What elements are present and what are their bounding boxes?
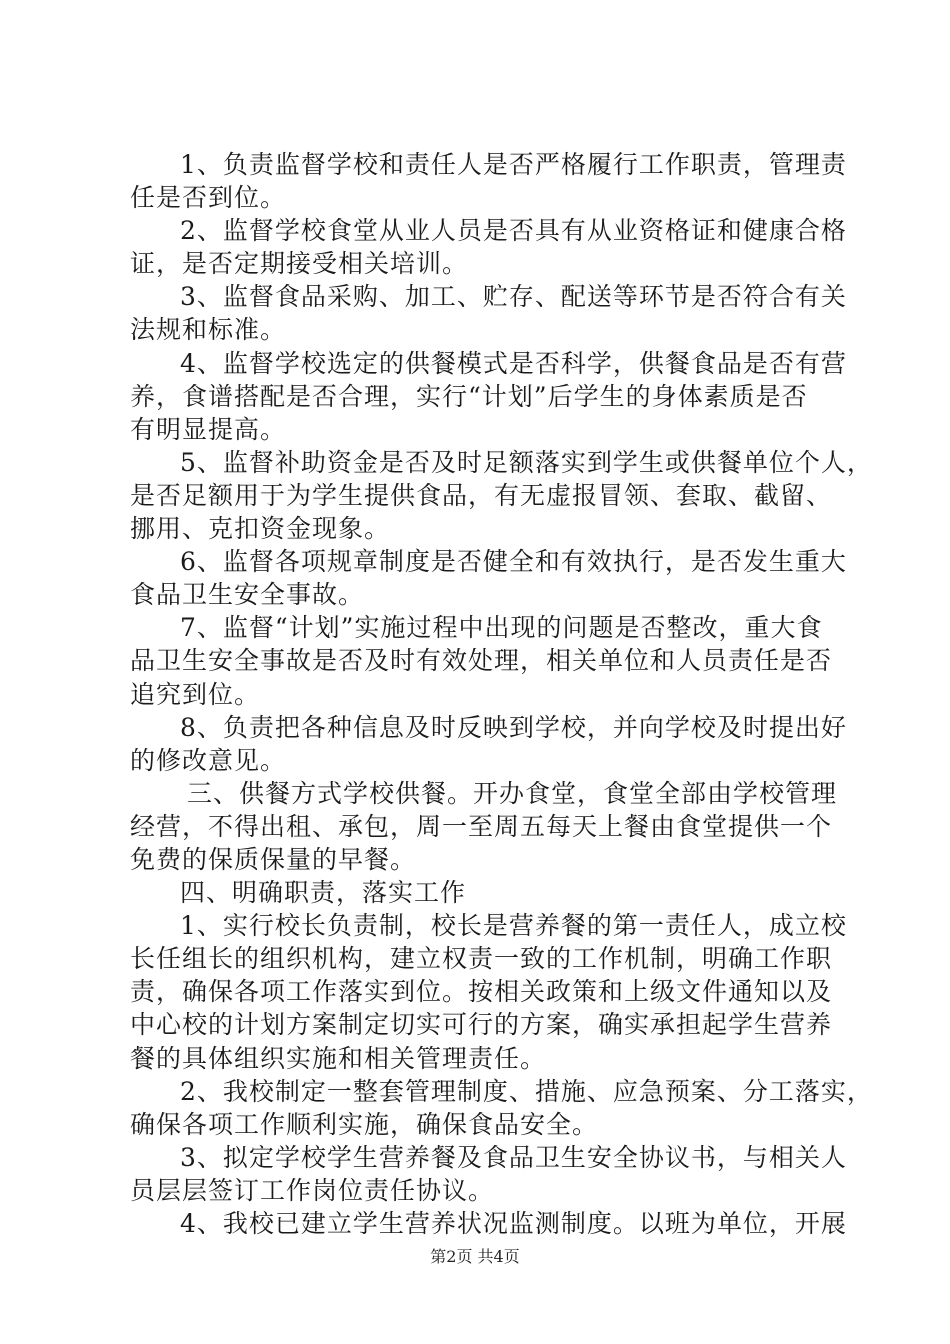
text-line: 4、监督学校选定的供餐模式是否科学，供餐食品是否有营 [180,348,847,378]
text-line: 任是否到位。 [130,183,287,213]
text-line: 确保各项工作顺利实施，确保食品安全。 [130,1109,599,1139]
text-line: 1、负责监督学校和责任人是否严格履行工作职责，管理责 [180,150,847,179]
text-line: 三、供餐方式学校供餐。开办食堂，食堂全部由学校管理 [187,778,838,808]
text-line: 员层层签订工作岗位责任协议。 [130,1175,495,1205]
text-line: 4、我校已建立学生营养状况监测制度。以班为单位，开展 [180,1209,847,1238]
document-body [130,148,873,1240]
page-footer [0,1244,950,1267]
text-line: 1、实行校长负责制，校长是营养餐的第一责任人，成立校 [180,911,847,941]
text-line: 法规和标准。 [130,315,287,345]
text-line: 的修改意见。 [130,745,287,775]
text-line: 免费的保质保量的早餐。 [130,844,417,874]
text-line: 有明显提高。 [130,414,287,444]
text-line: 是否足额用于为学生提供食品，有无虚报冒领、套取、截留、 [130,480,833,510]
text-line: 3、拟定学校学生营养餐及食品卫生安全协议书，与相关人 [180,1142,847,1172]
text-line: 证，是否定期接受相关培训。 [130,249,469,279]
text-line: 责，确保各项工作落实到位。按相关政策和上级文件通知以及 [130,977,833,1007]
text-line: 长任组长的组织机构，建立权责一致的工作机制，明确工作职 [130,944,833,974]
text-line: 经营，不得出租、承包，周一至周五每天上餐由食堂提供一个 [130,811,833,841]
text-line: 2、监督学校食堂从业人员是否具有从业资格证和健康合格 [180,216,847,246]
text-line: 中心校的计划方案制定切实可行的方案，确实承担起学生营养 [130,1010,833,1040]
text-line: 2、我校制定一整套管理制度、措施、应急预案、分工落实， [180,1076,873,1106]
text-line: 食品卫生安全事故。 [130,580,365,610]
text-line: 品卫生安全事故是否及时有效处理，相关单位和人员责任是否 [130,646,833,676]
text-line: 餐的具体组织实施和相关管理责任。 [130,1043,547,1073]
text-line: 挪用、克扣资金现象。 [130,514,391,544]
text-line: 7、监督“计划”实施过程中出现的问题是否整改，重大食 [180,613,823,643]
text-line: 3、监督食品采购、加工、贮存、配送等环节是否符合有关 [180,282,847,312]
section-heading: 四、明确职责，落实工作 [180,878,467,908]
page-number-label: 第2页 共4页 [430,1247,520,1266]
text-line: 养，食谱搭配是否合理，实行“计划”后学生的身体素质是否 [130,381,808,411]
text-line: 追究到位。 [130,679,261,709]
text-line: 5、监督补助资金是否及时足额落实到学生或供餐单位个人， [180,447,873,477]
text-line: 6、监督各项规章制度是否健全和有效执行，是否发生重大 [180,547,847,577]
text-line: 8、负责把各种信息及时反映到学校，并向学校及时提出好 [180,712,847,742]
